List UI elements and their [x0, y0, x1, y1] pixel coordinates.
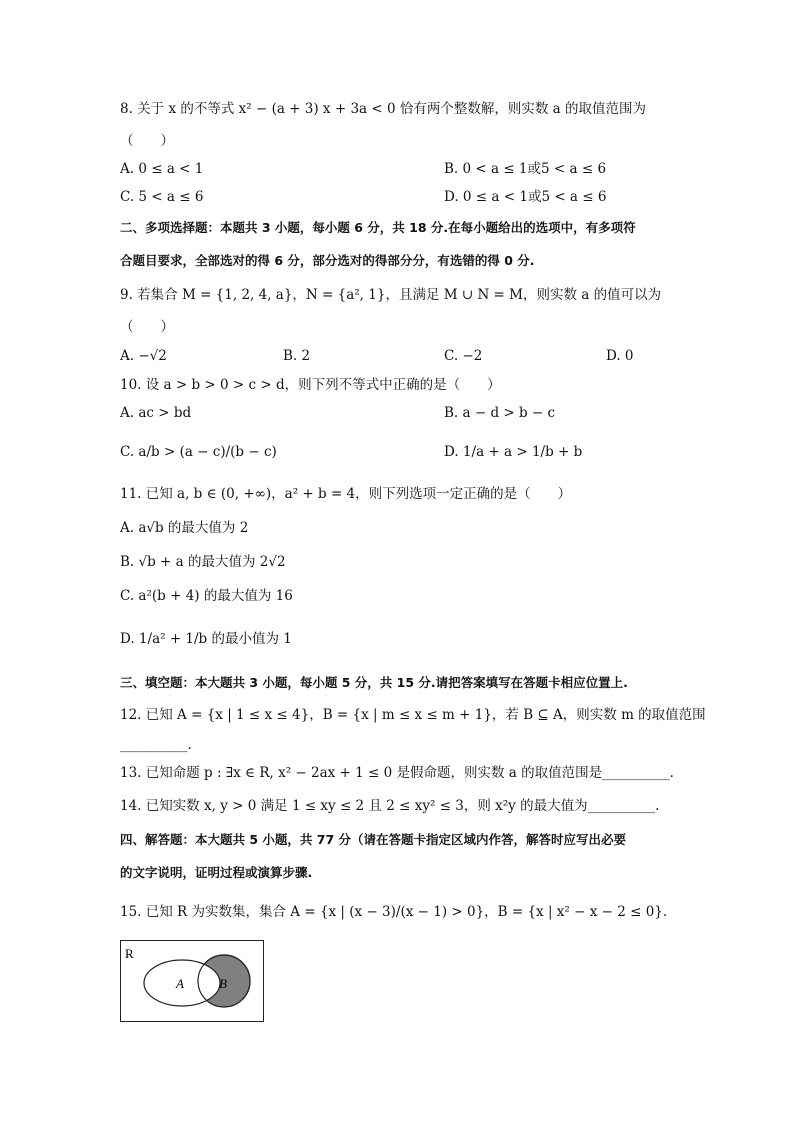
- section4-heading-cont: 的文字说明，证明过程或演算步骤.: [120, 865, 313, 880]
- section4-heading: 四、解答题：本大题共 5 小题，共 77 分（请在答题卡指定区域内作答，解答时应写出必要: [120, 832, 627, 847]
- q11-option-a: A. a√b 的最大值为 2: [120, 520, 249, 536]
- q9-option-b: B. 2: [283, 348, 311, 364]
- q10-option-d: D. 1/a + a > 1/b + b: [444, 444, 583, 460]
- q8-option-d: D. 0 ≤ a < 1或5 < a ≤ 6: [444, 189, 607, 205]
- q8-option-b: B. 0 < a ≤ 1或5 < a ≤ 6: [444, 161, 607, 177]
- q12-stem: 12. 已知 A = {x | 1 ≤ x ≤ 4}，B = {x | m ≤ x ≤ m + 1}，若 B ⊆ A，则实数 m 的取值范围: [120, 707, 706, 723]
- q10-option-a: A. ac > bd: [120, 405, 192, 421]
- q9-option-d: D. 0: [606, 348, 634, 364]
- q10-option-c: C. a/b > (a − c)/(b − c): [120, 444, 277, 460]
- q9-option-c: C. −2: [444, 348, 483, 364]
- q9-blank: （ ）: [120, 319, 174, 335]
- q8-option-a: A. 0 ≤ a < 1: [120, 161, 204, 177]
- section2-heading-cont: 合题目要求，全部选对的得 6 分，部分选对的得部分分，有选错的得 0 分.: [120, 253, 535, 268]
- q15-stem: 15. 已知 R 为实数集，集合 A = {x | (x − 3)/(x − 1) > 0}，B = {x | x² − x − 2 ≤ 0}.: [120, 904, 668, 920]
- venn-a-label: A: [176, 976, 184, 991]
- q10-stem: 10. 设 a > b > 0 > c > d，则下列不等式中正确的是（ ）: [120, 377, 501, 393]
- venn-diagram: [120, 940, 264, 1022]
- venn-b-label: B: [219, 976, 227, 991]
- q11-stem: 11. 已知 a, b ∈ (0, +∞)，a² + b = 4，则下列选项一定正确的是（ ）: [120, 486, 572, 502]
- q14-stem: 14. 已知实数 x, y > 0 满足 1 ≤ xy ≤ 2 且 2 ≤ xy² ≤ 3，则 x²y 的最大值为__________.: [120, 798, 660, 814]
- section3-heading: 三、填空题：本大题共 3 小题，每小题 5 分，共 15 分.请把答案填写在答题卡相应位置上.: [120, 675, 628, 690]
- venn-universe-label: R: [125, 946, 134, 961]
- section2-heading: 二、多项选择题：本题共 3 小题，每小题 6 分，共 18 分.在每小题给出的选项中，有多项符: [120, 220, 636, 235]
- q13-stem: 13. 已知命题 p : ∃x ∈ R, x² − 2ax + 1 ≤ 0 是假命题，则实数 a 的取值范围是__________.: [120, 765, 674, 781]
- q8-stem: 8. 关于 x 的不等式 x² − (a + 3) x + 3a < 0 恰有两个整数解，则实数 a 的取值范围为: [120, 101, 646, 117]
- q9-stem: 9. 若集合 M = {1, 2, 4, a}，N = {a², 1}，且满足 M ∪ N = M，则实数 a 的值可以为: [120, 287, 662, 303]
- q8-option-c: C. 5 < a ≤ 6: [120, 189, 204, 205]
- q8-blank: （ ）: [120, 133, 174, 149]
- q9-option-a: A. −√2: [120, 348, 167, 364]
- q11-option-b: B. √b + a 的最大值为 2√2: [120, 554, 286, 570]
- q10-option-b: B. a − d > b − c: [444, 405, 556, 421]
- q11-option-c: C. a²(b + 4) 的最大值为 16: [120, 588, 293, 604]
- q12-blank: __________.: [120, 737, 192, 753]
- q11-option-d: D. 1/a² + 1/b 的最小值为 1: [120, 631, 292, 647]
